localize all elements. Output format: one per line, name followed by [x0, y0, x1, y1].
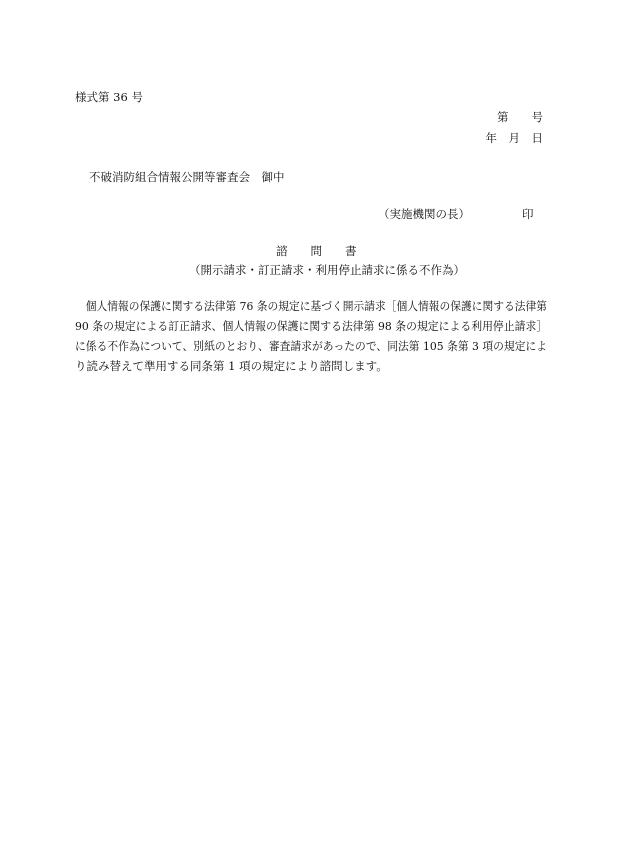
- seal-mark: 印: [522, 207, 534, 221]
- form-number: 様式第 36 号: [75, 90, 143, 104]
- sender-name: （実施機関の長）: [378, 207, 470, 221]
- date-line: 年 月 日: [485, 131, 543, 145]
- document-subtitle: （開示請求・訂正請求・利用停止請求に係る不作為）: [189, 263, 465, 277]
- body-line: り読み替えて準用する同条第 1 項の規定により諮問します。: [75, 359, 388, 373]
- body-line: に係る不作為について、別紙のとおり、審査請求があったので、同法第 105 条第 3 項の規定によ: [75, 339, 548, 353]
- document-number-line: 第 号: [497, 110, 543, 124]
- document-title: 諮 問 書: [276, 244, 357, 258]
- body-line: 90 条の規定による訂正請求、個人情報の保護に関する法律第 98 条の規定による利用停止請求］: [75, 319, 548, 333]
- body-paragraph: [75, 296, 547, 376]
- body-line: 個人情報の保護に関する法律第 76 条の規定に基づく開示請求［個人情報の保護に関する法律第: [75, 299, 547, 313]
- addressee: 不破消防組合情報公開等審査会 御中: [89, 170, 285, 184]
